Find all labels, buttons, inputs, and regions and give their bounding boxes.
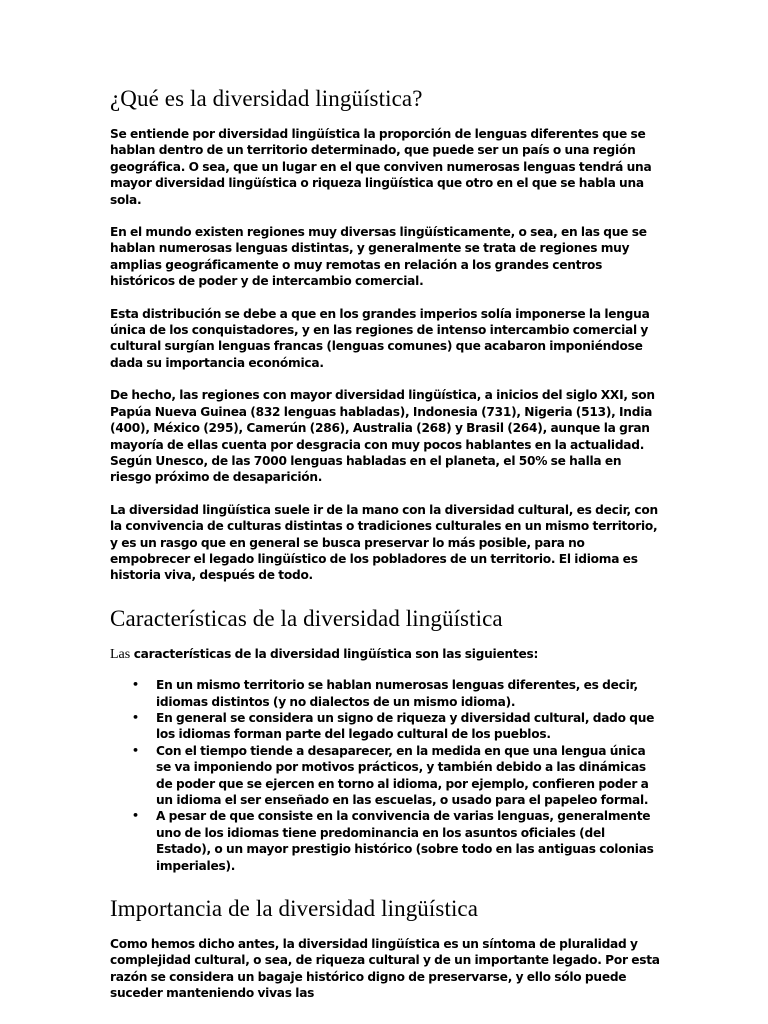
paragraph-distribucion: Esta distribución se debe a que en los grandes imperios solía imponerse la lengua única de los conquistadores, y en las regiones de intenso intercambio comercial y cultural surgían lenguas francas (lenguas comunes) que acabaron imponiéndose dada su importancia económica. xyxy=(110,306,650,370)
paragraph-definicion: Se entiende por diversidad lingüística la proporción de lenguas diferentes que se hablan dentro de un territorio determinado, que puede ser un país o una región geográfica. O sea, que un lugar en el que conviven numerosas lenguas tendrá una mayor diversidad lingüística o riqueza lingüística que otro en el que se habla una sola. xyxy=(110,127,652,207)
intro-rest-text: características de la diversidad lingüística son las siguientes: xyxy=(130,646,539,661)
bullet-icon: • xyxy=(132,743,139,757)
bullet-icon: • xyxy=(132,809,139,823)
heading-caracteristicas: Características de la diversidad lingüística xyxy=(110,605,503,631)
list-item-text: En un mismo territorio se hablan numerosas lenguas diferentes, es decir, idiomas distintos (y no dialectos de un mismo idioma). xyxy=(156,678,638,709)
list-item xyxy=(132,677,662,710)
heading-que-es: ¿Qué es la diversidad lingüística? xyxy=(110,86,423,111)
bullet-icon: • xyxy=(132,710,139,724)
list-item xyxy=(132,743,662,809)
list-item xyxy=(132,710,662,743)
list-item-text: Con el tiempo tiende a desaparecer, en la medida en que una lengua única se va imponiendo por motivos prácticos, y también debido a las dinámicas de poder que se ejercen en torno al idioma, por ejemplo, confieren poder a un idioma el ser enseñado en las escuelas, o usado para el papeleo formal. xyxy=(156,743,649,807)
paragraph-regiones-mayor-diversidad: De hecho, las regiones con mayor diversidad lingüística, a inicios del siglo XXI, son Papúa Nueva Guinea (832 lenguas habladas), Indonesia (731), Nigeria (513), India (400), México (295), Camerún (286), Australia (268) y Brasil (264), aunque la gran mayoría de ellas cuenta por desgracia con muy pocos hablantes en la actualidad. Según Unesco, de las 7000 lenguas habladas en el planeta, el 50% se halla en riesgo próximo de desaparición. xyxy=(110,388,655,485)
intro-lead-word: Las xyxy=(110,646,131,662)
bullet-icon: • xyxy=(132,678,139,692)
paragraph-importancia: Como hemos dicho antes, la diversidad lingüística es un síntoma de pluralidad y complejidad cultural, o sea, de riqueza cultural y de un importante legado. Por esta razón se considera un bagaje histórico digno de preservarse, y ello sólo puede suceder manteniendo vivas las xyxy=(110,937,660,1001)
paragraph-diversidad-cultural: La diversidad lingüística suele ir de la mano con la diversidad cultural, es decir, con la convivencia de culturas distintas o tradiciones culturales en un mismo territorio, y es un rasgo que en general se busca preservar lo más posible, para no empobrecer el legado lingüístico de los pobladores de un territorio. El idioma es historia viva, después de todo. xyxy=(110,502,658,583)
list-item xyxy=(132,808,662,874)
list-item-text: En general se considera un signo de riqueza y diversidad cultural, dado que los idiomas forman parte del legado cultural de los pueblos. xyxy=(156,710,655,742)
document-page xyxy=(110,84,662,1018)
heading-importancia: Importancia de la diversidad lingüística xyxy=(110,896,479,922)
paragraph-caracteristicas-intro xyxy=(110,646,662,663)
paragraph-regiones-diversas: En el mundo existen regiones muy diversas lingüísticamente, o sea, en las que se hablan numerosas lenguas distintas, y generalmente se trata de regiones muy amplias geográficamente o muy remotas en relación a los grandes centros históricos de poder y de intercambio comercial. xyxy=(110,225,647,289)
caracteristicas-list xyxy=(110,677,662,874)
list-item-text: A pesar de que consiste en la convivencia de varias lenguas, generalmente uno de los idiomas tiene predominancia en los asuntos oficiales (del Estado), o un mayor prestigio histórico (sobre todo en las antiguas colonias imperiales). xyxy=(156,809,654,873)
